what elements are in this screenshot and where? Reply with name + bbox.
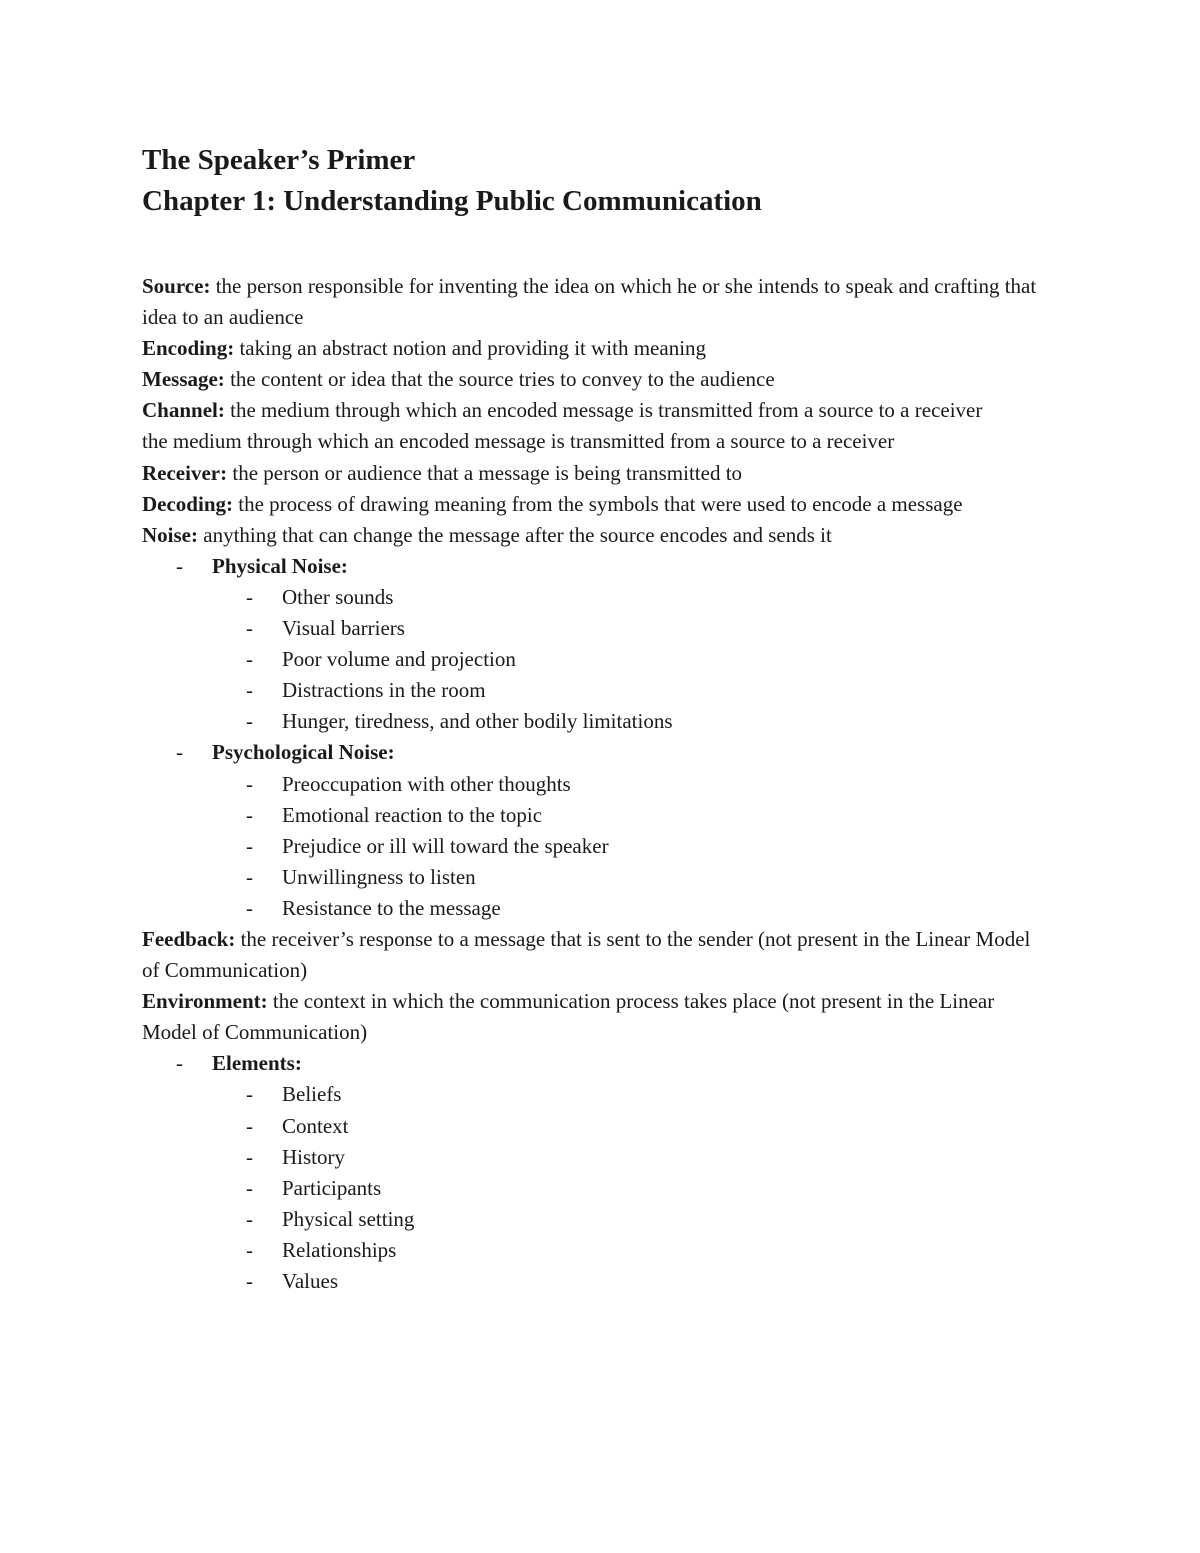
list-item (212, 675, 1042, 706)
psychological-noise-heading: Psychological Noise: (212, 740, 395, 765)
elements-list (212, 1079, 1042, 1297)
bullet-dash: - (176, 553, 183, 578)
term-label: Source: (142, 274, 211, 298)
list-item (212, 831, 1042, 862)
elements-heading: Elements: (212, 1051, 302, 1076)
term-definition: taking an abstract notion and providing it with meaning (234, 336, 707, 361)
term-label: Channel: (142, 398, 225, 423)
list-item-text: Physical setting (282, 1206, 415, 1231)
bullet-dash: - (246, 1082, 253, 1107)
definitions-list (142, 271, 1042, 1297)
list-item (212, 1079, 1042, 1110)
definition-receiver (142, 458, 1042, 489)
bullet-dash: - (246, 1206, 253, 1231)
list-item-text: Beliefs (282, 1082, 342, 1107)
list-item-text: Context (282, 1113, 349, 1138)
term-definition: the medium through which an encoded message is transmitted from a source to a receiver (224, 398, 983, 423)
definition-source (142, 271, 1042, 333)
bullet-dash: - (246, 1269, 253, 1293)
term-label: Environment: (142, 989, 268, 1014)
bullet-dash: - (246, 1113, 253, 1138)
document-page (142, 140, 1042, 1297)
definition-encoding (142, 333, 1042, 364)
definition-message (142, 364, 1042, 395)
list-item (212, 1142, 1042, 1173)
definition-noise (142, 520, 1042, 551)
bullet-dash: - (246, 678, 253, 703)
bullet-dash: - (246, 616, 253, 641)
bullet-dash: - (246, 895, 253, 920)
definition-channel (142, 395, 1042, 426)
bullet-dash: - (246, 833, 253, 858)
bullet-dash: - (246, 1175, 253, 1200)
bullet-dash: - (176, 1051, 183, 1076)
term-label: Feedback: (142, 926, 236, 951)
list-item-text: Visual barriers (282, 616, 405, 641)
term-label: Encoding: (142, 336, 235, 361)
term-label: Receiver: (142, 460, 228, 485)
list-item-text: Poor volume and projection (282, 647, 516, 672)
list-item (212, 1235, 1042, 1266)
list-item (142, 551, 1042, 738)
definition-decoding (142, 489, 1042, 520)
list-item (212, 706, 1042, 737)
list-item (212, 800, 1042, 831)
list-item (212, 893, 1042, 924)
list-item-text: Values (282, 1269, 338, 1293)
list-item-text: Participants (282, 1175, 382, 1200)
list-item (142, 1048, 1042, 1297)
physical-noise-list (212, 582, 1042, 737)
list-item-text: Resistance to the message (282, 895, 501, 920)
bullet-dash: - (246, 1237, 253, 1262)
list-item (142, 737, 1042, 924)
list-item-text: Relationships (282, 1237, 397, 1262)
term-definition: anything that can change the message after the source encodes and sends it (198, 522, 832, 547)
bullet-dash: - (246, 802, 253, 827)
bullet-dash: - (246, 771, 253, 796)
list-item (212, 862, 1042, 893)
list-item (212, 769, 1042, 800)
document-title: The Speaker’s Primer (142, 144, 416, 176)
environment-list (142, 1048, 1042, 1297)
bullet-dash: - (246, 864, 253, 889)
bullet-dash: - (246, 1144, 253, 1169)
term-label: Message: (142, 367, 225, 392)
bullet-dash: - (176, 740, 183, 765)
list-item-text: Preoccupation with other thoughts (282, 771, 571, 796)
list-item-text: Prejudice or ill will toward the speaker (282, 833, 609, 858)
term-definition: the person responsible for inventing the idea on which he or she intends to speak and crafting that idea to an audience (142, 274, 1037, 330)
list-item (212, 1173, 1042, 1204)
term-definition: the context in which the communication process takes place (not present in the Linear Model of Communication) (142, 989, 995, 1045)
bullet-dash: - (246, 584, 253, 609)
list-item-text: Unwillingness to listen (282, 864, 476, 889)
physical-noise-heading: Physical Noise: (212, 553, 348, 578)
noise-types-list (142, 551, 1042, 924)
list-item-text: History (282, 1144, 345, 1169)
term-definition: the process of drawing meaning from the symbols that were used to encode a message (233, 491, 963, 516)
list-item-text: Other sounds (282, 584, 394, 609)
list-item (212, 644, 1042, 675)
definition-feedback (142, 924, 1042, 986)
psychological-noise-list (212, 769, 1042, 924)
list-item-text: Hunger, tiredness, and other bodily limitations (282, 709, 673, 734)
list-item (212, 1111, 1042, 1142)
list-item (212, 1204, 1042, 1235)
term-definition: the receiver’s response to a message that is sent to the sender (not present in the Linear Model of Communication) (142, 926, 1031, 983)
term-label: Decoding: (142, 491, 233, 516)
list-item-text: Emotional reaction to the topic (282, 802, 543, 827)
bullet-dash: - (246, 709, 253, 734)
term-definition: the content or idea that the source tries to convey to the audience (224, 367, 775, 392)
list-item (212, 613, 1042, 644)
list-item-text: Distractions in the room (282, 678, 486, 703)
definition-environment (142, 986, 1042, 1048)
term-label: Noise: (142, 522, 198, 547)
definition-channel-repeat: the medium through which an encoded message is transmitted from a source to a receiver (142, 429, 895, 454)
chapter-title: Chapter 1: Understanding Public Communication (142, 185, 762, 217)
list-item (212, 582, 1042, 613)
bullet-dash: - (246, 647, 253, 672)
term-definition: the person or audience that a message is being transmitted to (227, 460, 743, 485)
list-item (212, 1266, 1042, 1297)
